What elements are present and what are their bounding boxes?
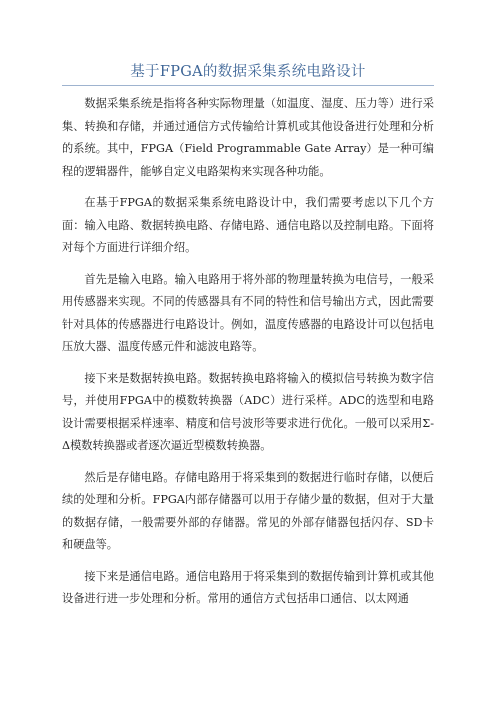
paragraph-conversion-circuit: 接下来是数据转换电路。数据转换电路将输入的模拟信号转换为数字信号，并使用FPGA中的模数转换器（ADC）进行采样。ADC的选型和电路设计需要根据采样速率、精度和信号波形等要求进行优化。一般可以采用Σ-Δ模数转换器或者逐次逼近型模数转换器。: [62, 371, 434, 452]
paragraph-input-circuit: 首先是输入电路。输入电路用于将外部的物理量转换为电信号，一般采用传感器来实现。不同的传感器具有不同的特性和信号输出方式，因此需要针对具体的传感器进行电路设计。例如，温度传感器的电路设计可以包括电压放大器、温度传感元件和滤波电路等。: [62, 272, 434, 353]
document-title: 基于FPGA的数据采集系统电路设计: [130, 64, 366, 80]
document-body: [62, 93, 434, 620]
paragraph-storage-circuit: 然后是存储电路。存储电路用于将采集到的数据进行临时存储，以便后续的处理和分析。FPGA内部存储器可以用于存储少量的数据，但对于大量的数据存储，一般需要外部的存储器。常见的外部存储器包括闪存、SD卡和硬盘等。: [62, 470, 434, 551]
paragraph-overview: 在基于FPGA的数据采集系统电路设计中，我们需要考虑以下几个方面：输入电路、数据转换电路、存储电路、通信电路以及控制电路。下面将对每个方面进行详细介绍。: [62, 196, 434, 254]
title-underline: [62, 85, 434, 86]
paragraph-intro: 数据采集系统是指将各种实际物理量（如温度、湿度、压力等）进行采集、转换和存储，并通过通信方式传输给计算机或其他设备进行处理和分析的系统。其中，FPGA（Field Programmable Gate Array）是一种可编程的逻辑器件，能够自定义电路架构来实现各种功能。: [62, 97, 434, 178]
paragraph-communication-circuit: 接下来是通信电路。通信电路用于将采集到的数据传输到计算机或其他设备进行进一步处理和分析。常用的通信方式包括串口通信、以太网通: [62, 569, 434, 605]
